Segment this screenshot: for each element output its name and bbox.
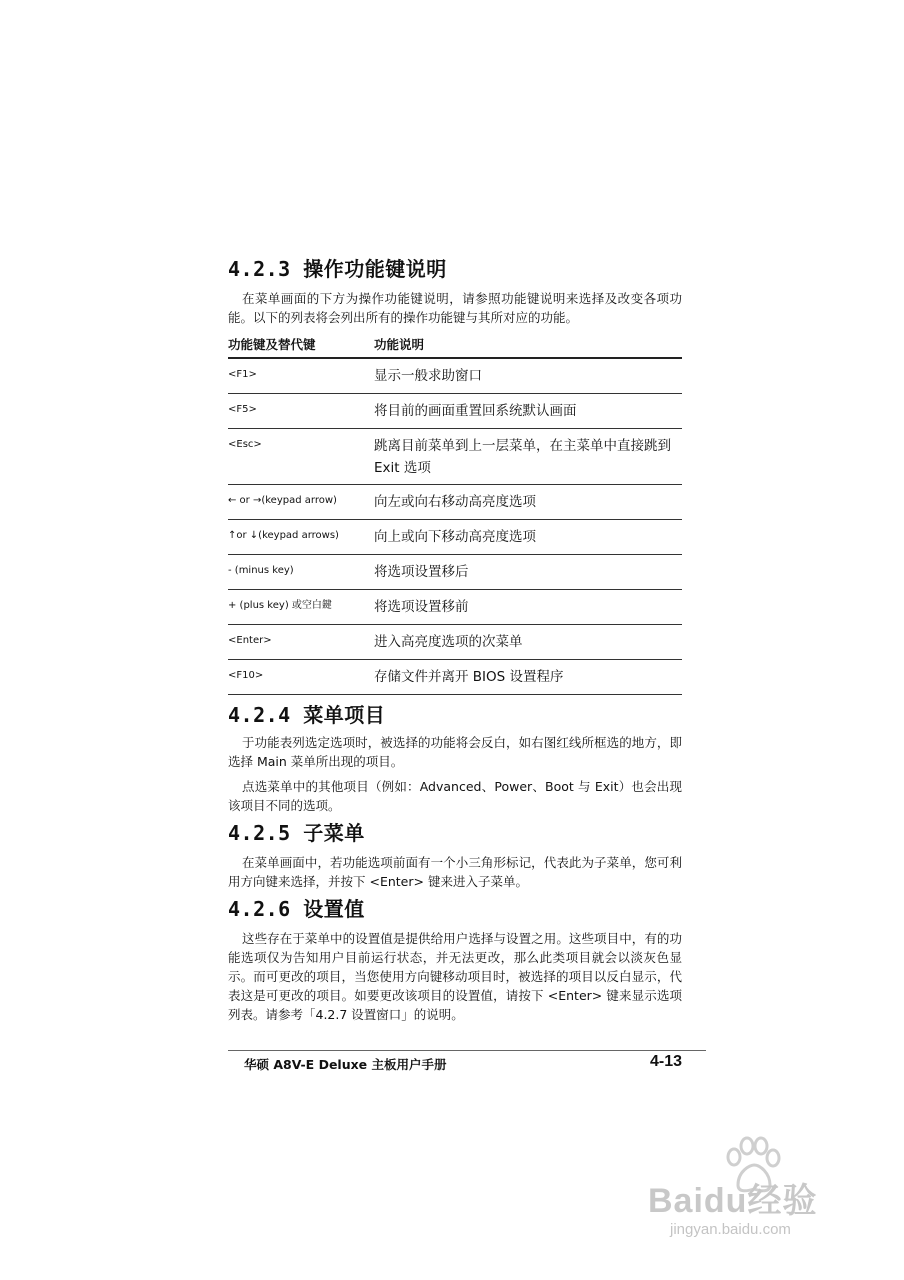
- watermark-url: jingyan.baidu.com: [670, 1221, 791, 1238]
- section-paragraph-4-2-6: 这些存在于菜单中的设置值是提供给用户选择与设置之用。这些项目中，有的功能选项仅为告知用户目前运行状态，并无法更改，那么此类项目就会以淡灰色显示。而可更改的项目，当您使用方向键移动项目时，被选择的项目以反白显示，代表这是可更改的项目。如要更改该项目的设置值，请按下 <Enter> 键来显示选项列表。请参考「4.2.7 设置窗口」的说明。: [228, 931, 682, 1022]
- section-title-4-2-3: 4.2.3 操作功能键说明: [228, 257, 447, 281]
- key-cell: <Esc>: [228, 429, 374, 485]
- watermark-logo-text: Baidu经验: [648, 1182, 818, 1220]
- table-row: [228, 590, 682, 625]
- key-cell: ↑or ↓(keypad arrows): [228, 520, 374, 555]
- section-title-4-2-5: 4.2.5 子菜单: [228, 821, 365, 845]
- section-paragraph-4-2-5: 在菜单画面中，若功能选项前面有一个小三角形标记，代表此为子菜单，您可利用方向键来选择，并按下 <Enter> 键来进入子菜单。: [228, 855, 682, 889]
- footer-divider: [228, 1050, 706, 1051]
- description-cell: 显示一般求助窗口: [374, 358, 682, 394]
- footer-manual-title: 华硕 A8V-E Deluxe 主板用户手册: [244, 1057, 447, 1072]
- table-row: [228, 555, 682, 590]
- key-cell: + (plus key) 或空白鍵: [228, 590, 374, 625]
- description-cell: 将目前的画面重置回系统默认画面: [374, 394, 682, 429]
- key-cell: <F1>: [228, 358, 374, 394]
- table-header-row: [228, 335, 682, 358]
- function-key-table: [228, 335, 682, 695]
- section-title-4-2-4: 4.2.4 菜单项目: [228, 703, 386, 727]
- page-content: [228, 255, 682, 1024]
- page-number: 4-13: [650, 1053, 683, 1070]
- header-description: 功能说明: [374, 335, 682, 358]
- baidu-watermark: [640, 1135, 880, 1245]
- description-cell: 将选项设置移后: [374, 555, 682, 590]
- header-key: 功能键及替代键: [228, 335, 374, 358]
- table-row: [228, 660, 682, 695]
- table-row: [228, 394, 682, 429]
- key-cell: - (minus key): [228, 555, 374, 590]
- table-row: [228, 358, 682, 394]
- section-title-4-2-6: 4.2.6 设置值: [228, 897, 365, 921]
- section-paragraph-4-2-4-b: 点选菜单中的其他项目（例如：Advanced、Power、Boot 与 Exit）也会出现该项目不同的选项。: [228, 779, 682, 813]
- section-paragraph-4-2-4-a: 于功能表列选定选项时，被选择的功能将会反白，如右图红线所框选的地方，即选择 Main 菜单所出现的项目。: [228, 735, 682, 769]
- description-cell: 将选项设置移前: [374, 590, 682, 625]
- table-row: [228, 429, 682, 485]
- table-row: [228, 625, 682, 660]
- key-cell: <F10>: [228, 660, 374, 695]
- description-cell: 存储文件并离开 BIOS 设置程序: [374, 660, 682, 695]
- description-cell: 向左或向右移动高亮度选项: [374, 485, 682, 520]
- section-intro-4-2-3: 在菜单画面的下方为操作功能键说明，请参照功能键说明来选择及改变各项功能。以下的列表将会列出所有的操作功能键与其所对应的功能。: [228, 291, 682, 325]
- key-cell: <Enter>: [228, 625, 374, 660]
- description-cell: 向上或向下移动高亮度选项: [374, 520, 682, 555]
- description-cell: 跳离目前菜单到上一层菜单，在主菜单中直接跳到 Exit 选项: [374, 429, 682, 485]
- key-cell: <F5>: [228, 394, 374, 429]
- description-cell: 进入高亮度选项的次菜单: [374, 625, 682, 660]
- table-row: [228, 485, 682, 520]
- key-cell: ← or →(keypad arrow): [228, 485, 374, 520]
- table-row: [228, 520, 682, 555]
